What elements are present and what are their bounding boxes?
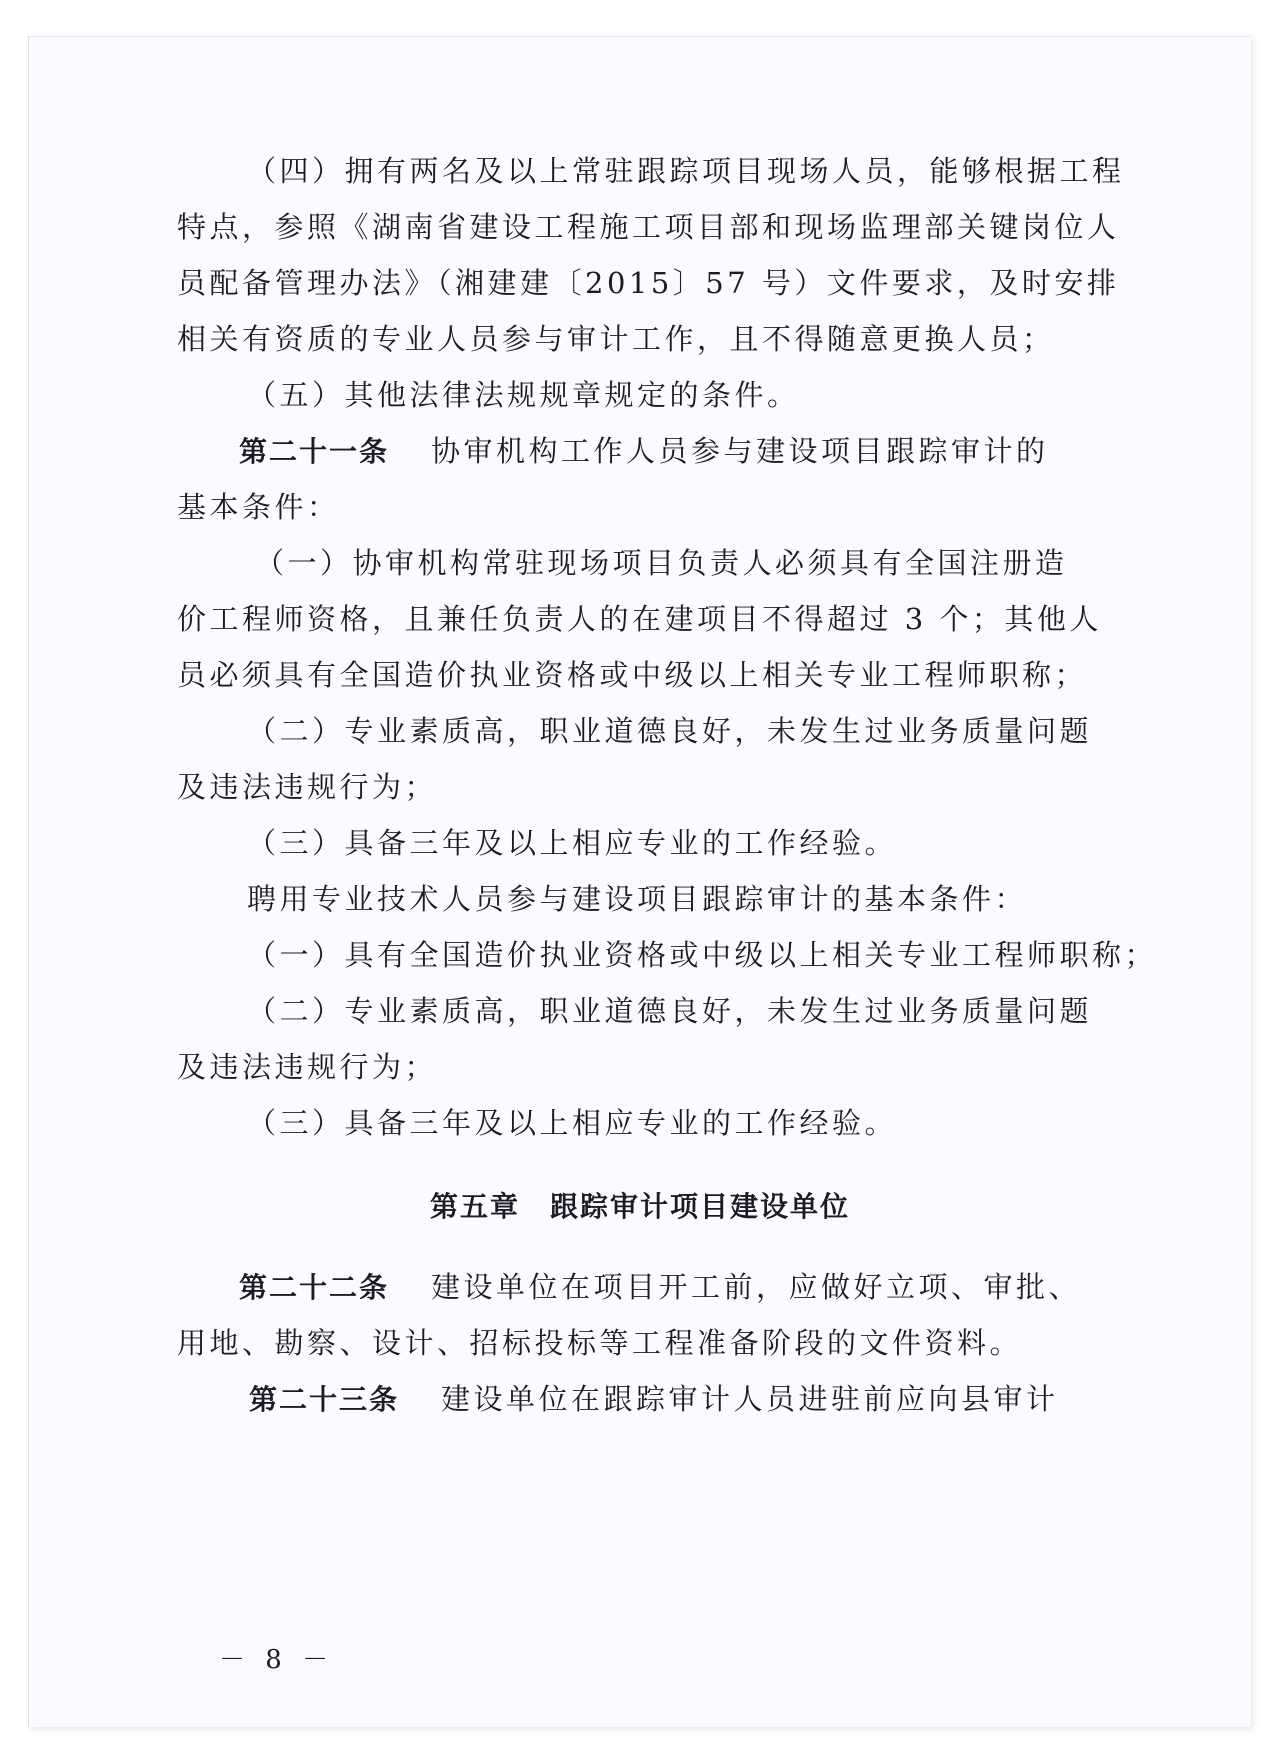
chapter-5-title: 第五章 跟踪审计项目建设单位 xyxy=(429,1190,850,1223)
page-number: － 8 － xyxy=(219,1645,335,1675)
paragraph-5: （五）其他法律法规规章规定的条件。 xyxy=(247,378,800,412)
paragraph-4-line-2: 特点，参照《湖南省建设工程施工项目部和现场监理部关键岗位人 xyxy=(177,210,1120,244)
item-2-line-2: 及违法违规行为； xyxy=(177,770,438,804)
article-22-text: 建设单位在项目开工前，应做好立项、审批、 xyxy=(431,1270,1082,1304)
article-23-text: 建设单位在跟踪审计人员进驻前应向县审计 xyxy=(441,1382,1059,1416)
article-21-text: 协审机构工作人员参与建设项目跟踪审计的 xyxy=(431,434,1049,468)
hired-item-2-line-2: 及违法违规行为； xyxy=(177,1050,438,1084)
paragraph-4-line-4: 相关有资质的专业人员参与审计工作，且不得随意更换人员； xyxy=(177,322,1055,356)
article-23-heading: 第二十三条 xyxy=(249,1383,400,1416)
hired-item-1: （一）具有全国造价执业资格或中级以上相关专业工程师职称； xyxy=(247,938,1158,972)
item-2-line-1: （二）专业素质高，职业道德良好，未发生过业务质量问题 xyxy=(247,714,1093,748)
article-22 xyxy=(239,1267,1081,1308)
hired-staff-conditions: 聘用专业技术人员参与建设项目跟踪审计的基本条件： xyxy=(247,882,1028,916)
item-1-line-1: （一）协审机构常驻现场项目负责人必须具有全国注册造 xyxy=(255,546,1068,580)
item-1-line-3: 员必须具有全国造价执业资格或中级以上相关专业工程师职称； xyxy=(177,658,1088,692)
item-3: （三）具备三年及以上相应专业的工作经验。 xyxy=(247,826,898,860)
article-22-heading: 第二十二条 xyxy=(239,1271,390,1304)
article-21-continuation: 基本条件： xyxy=(177,490,340,524)
article-21-heading: 第二十一条 xyxy=(239,435,390,468)
item-1-line-2: 价工程师资格，且兼任负责人的在建项目不得超过 3 个；其他人 xyxy=(177,602,1102,636)
article-23 xyxy=(249,1379,1059,1420)
article-22-continuation: 用地、勘察、设计、招标投标等工程准备阶段的文件资料。 xyxy=(177,1326,1023,1360)
hired-item-3: （三）具备三年及以上相应专业的工作经验。 xyxy=(247,1106,898,1140)
article-21 xyxy=(239,431,1049,472)
paragraph-4-line-1: （四）拥有两名及以上常驻跟踪项目现场人员，能够根据工程 xyxy=(247,154,1125,188)
paragraph-4-line-3: 员配备管理办法》（湘建建〔2015〕57 号）文件要求，及时安排 xyxy=(177,266,1120,300)
document-page xyxy=(28,36,1251,1727)
hired-item-2-line-1: （二）专业素质高，职业道德良好，未发生过业务质量问题 xyxy=(247,994,1093,1028)
